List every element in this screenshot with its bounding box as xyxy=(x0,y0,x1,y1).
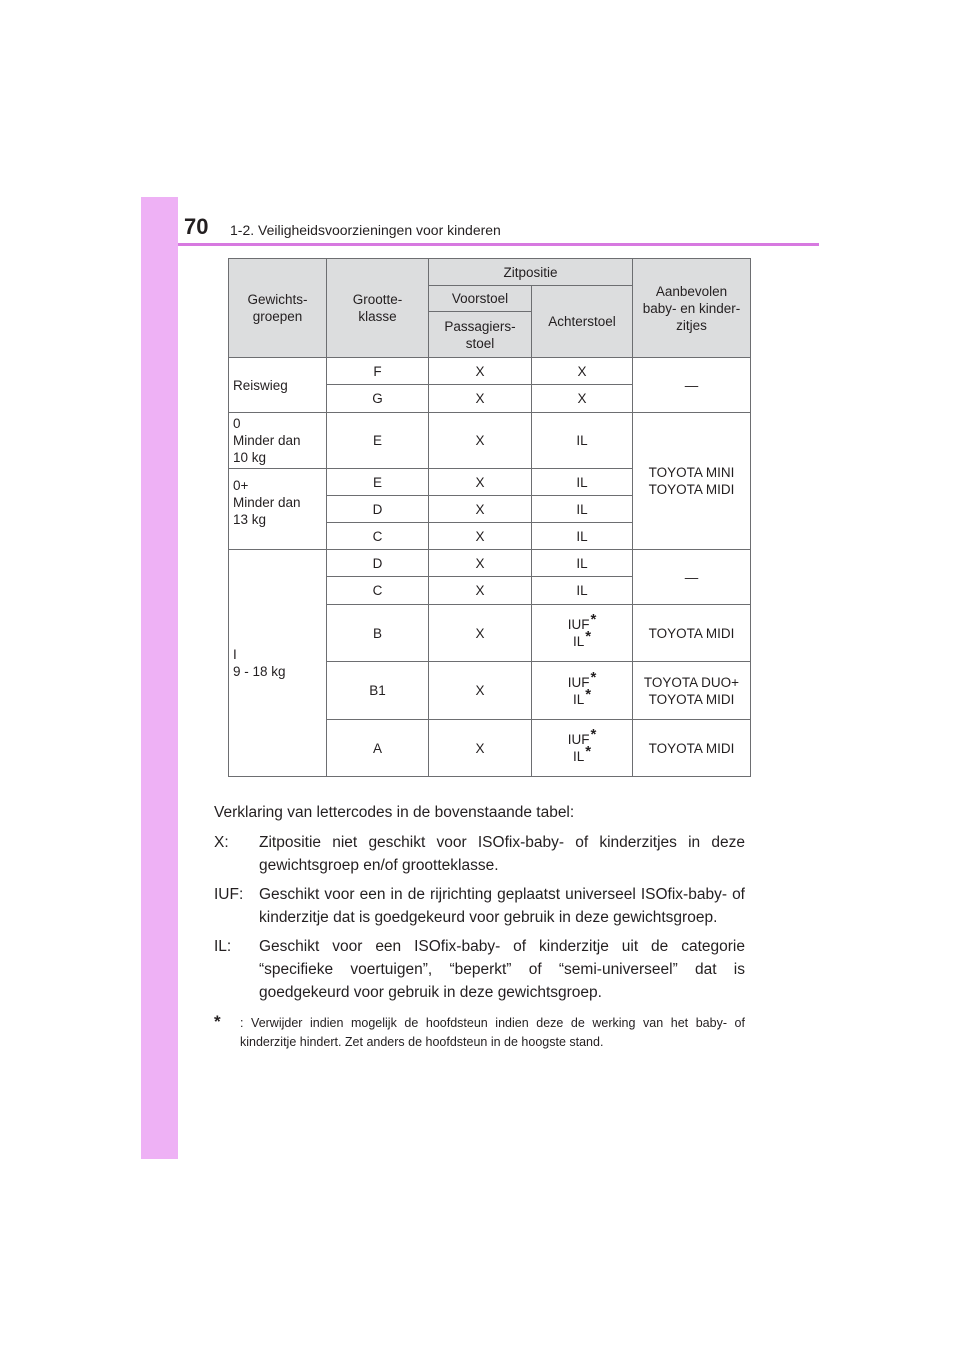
asterisk-mark: * xyxy=(590,668,597,686)
front-seat-cell: X xyxy=(429,496,532,523)
rear-seat-cell xyxy=(532,662,633,720)
legend-code: X: xyxy=(214,834,229,851)
table-row xyxy=(229,358,751,385)
table-row xyxy=(229,413,751,469)
rear-code: IL xyxy=(572,691,585,707)
front-seat-cell: X xyxy=(429,720,532,777)
header-recommended: Aanbevolen baby- en kinder- zitjes xyxy=(633,259,751,358)
page-number: 70 xyxy=(184,214,209,239)
front-seat-cell: X xyxy=(429,550,532,577)
legend-item xyxy=(214,831,745,877)
group-1: I 9 - 18 kg xyxy=(229,550,327,777)
legend-code: IUF: xyxy=(214,886,244,903)
size-class-cell: A xyxy=(327,720,429,777)
legend-item xyxy=(214,935,745,1004)
size-class-cell: B1 xyxy=(327,662,429,720)
chapter-side-tab xyxy=(141,197,178,1159)
legend-intro: Verklaring van lettercodes in de bovenstaande tabel: xyxy=(214,804,575,821)
legend-text: Geschikt voor een ISOfix-baby- of kinderzitje uit de categorie “specifieke voertuigen”, “beperkt” of “semi-universeel” dat is goedgekeurd voor gebruik in deze gewichtsgroep. xyxy=(259,938,745,1001)
front-seat-cell: X xyxy=(429,358,532,385)
rear-seat-cell: X xyxy=(532,358,633,385)
asterisk-mark: * xyxy=(585,685,592,703)
header-front-seat: Voorstoel xyxy=(429,286,532,312)
header-rule xyxy=(178,243,819,246)
footnote xyxy=(214,1014,745,1052)
rear-seat-cell: X xyxy=(532,385,633,413)
size-class-cell: G xyxy=(327,385,429,413)
size-class-cell: E xyxy=(327,469,429,496)
front-seat-cell: X xyxy=(429,523,532,550)
recommended-cell: TOYOTA MINI TOYOTA MIDI xyxy=(633,413,751,550)
front-seat-cell: X xyxy=(429,469,532,496)
front-seat-cell: X xyxy=(429,662,532,720)
rear-seat-cell: IL xyxy=(532,577,633,605)
rear-seat-cell xyxy=(532,720,633,777)
isofix-seat-table xyxy=(228,258,751,777)
header-weight-group: Gewichts- groepen xyxy=(229,259,327,358)
size-class-cell: E xyxy=(327,413,429,469)
legend-code: IL: xyxy=(214,938,232,955)
rear-code: IL xyxy=(572,634,585,649)
rear-seat-cell: IL xyxy=(532,469,633,496)
rear-code: IUF xyxy=(567,617,590,632)
size-class-cell: F xyxy=(327,358,429,385)
recommended-cell: TOYOTA DUO+ TOYOTA MIDI xyxy=(633,662,751,720)
size-class-cell: D xyxy=(327,550,429,577)
group-0-plus: 0+ Minder dan 13 kg xyxy=(229,469,327,550)
asterisk-mark: * xyxy=(585,743,592,760)
legend-section xyxy=(214,801,745,1052)
table-header-row xyxy=(229,259,751,286)
footnote-mark: * xyxy=(214,1012,221,1031)
rear-seat-cell: IL xyxy=(532,550,633,577)
header-size-class: Grootte- klasse xyxy=(327,259,429,358)
rear-seat-cell: IL xyxy=(532,413,633,469)
recommended-cell: — xyxy=(633,358,751,413)
rear-seat-cell: IL xyxy=(532,523,633,550)
rear-code: IL xyxy=(572,749,585,764)
footnote-text: : Verwijder indien mogelijk de hoofdsteun indien deze de werking van het baby- of kinderzitje hindert. Zet anders de hoofdsteun in de hoogste stand. xyxy=(240,1016,745,1049)
size-class-cell: B xyxy=(327,605,429,662)
table-row xyxy=(229,550,751,577)
front-seat-cell: X xyxy=(429,385,532,413)
size-class-cell: D xyxy=(327,496,429,523)
recommended-cell: TOYOTA MIDI xyxy=(633,720,751,777)
header-seat-position: Zitpositie xyxy=(429,259,633,286)
group-0: 0 Minder dan 10 kg xyxy=(229,413,327,469)
header-passenger-seat: Passagiers- stoel xyxy=(429,312,532,358)
rear-code: IUF xyxy=(567,732,590,747)
asterisk-mark: * xyxy=(585,628,592,645)
section-title: 1-2. Veiligheidsvoorzieningen voor kinderen xyxy=(230,222,501,238)
recommended-cell: TOYOTA MIDI xyxy=(633,605,751,662)
legend-text: Zitpositie niet geschikt voor ISOfix-baby- of kinderzitjes in deze gewichtsgroep en/of grootteklasse. xyxy=(259,834,745,874)
front-seat-cell: X xyxy=(429,605,532,662)
rear-seat-cell: IL xyxy=(532,496,633,523)
size-class-cell: C xyxy=(327,523,429,550)
recommended-cell: — xyxy=(633,550,751,605)
legend-item xyxy=(214,883,745,929)
rear-code: IUF xyxy=(567,674,590,690)
size-class-cell: C xyxy=(327,577,429,605)
group-carrycot: Reiswieg xyxy=(229,358,327,413)
asterisk-mark: * xyxy=(590,726,597,743)
rear-seat-cell xyxy=(532,605,633,662)
front-seat-cell: X xyxy=(429,577,532,605)
asterisk-mark: * xyxy=(590,611,597,628)
legend-text: Geschikt voor een in de rijrichting geplaatst universeel ISOfix-baby- of kinderzitje dat is goedgekeurd voor gebruik in deze gewichtsgroep. xyxy=(259,886,745,926)
front-seat-cell: X xyxy=(429,413,532,469)
header-rear-seat: Achterstoel xyxy=(532,286,633,358)
